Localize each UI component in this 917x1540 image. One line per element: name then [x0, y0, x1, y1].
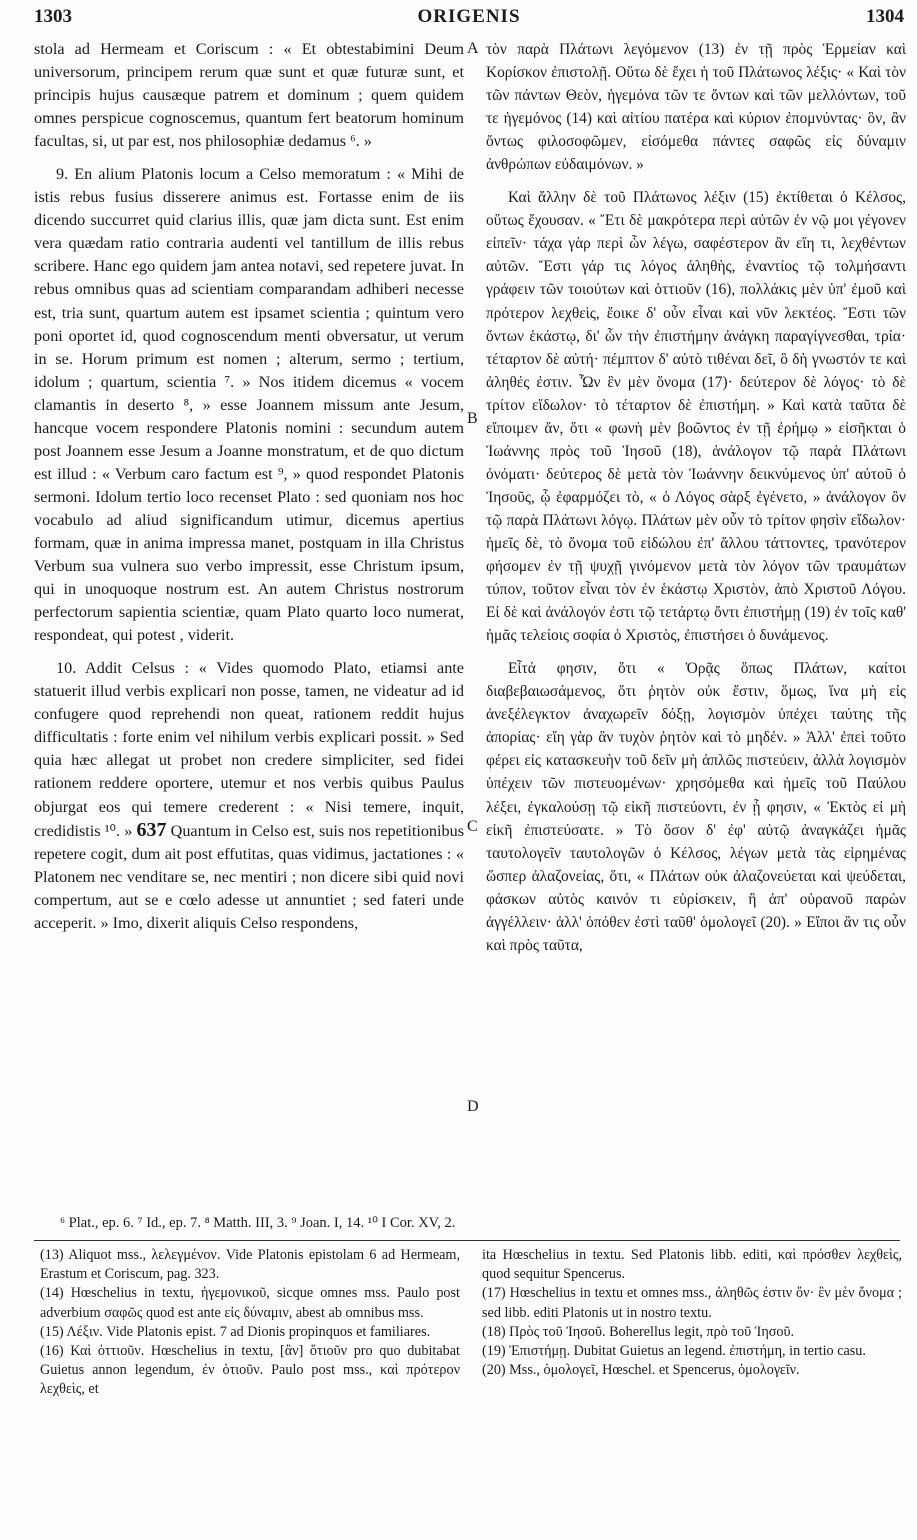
latin-paragraph-text: 10. Addit Celsus : « Vides quomodo Plato, etiamsi ante statuerit illud verbis explicari non posse, tamen, ne videatur ad id confugere quod reprehendi non queat, rationem reddit hujus difficultatis : forte enim vel nihilum verbis explicari possit. » Sed quia hæc allegat ut probet non credere simpliciter, sed fidei rationem reddere oportere, utemur et nos verbis quibus Paulus objurgat eos qui temere crederent : « Nisi temere, inquit, credidistis ¹⁰. »	[34, 659, 464, 840]
footnote: (19) Ἐπιστήμῃ. Dubitat Guietus an legend. ἐπιστήμη, in tertio casu.	[482, 1343, 866, 1360]
footnote: (18) Πρὸς τοῦ Ἰησοῦ. Boherellus legit, πρὸ τοῦ Ἰησοῦ.	[482, 1323, 795, 1340]
footnote-divider	[34, 1240, 900, 1241]
greek-paragraph: Εἶτά φησιν, ὅτι « Ὁρᾷς ὅπως Πλάτων, καίτοι διαβεβαιωσάμενος, ὅτι ῥητὸν οὐκ ἔστιν, ὅμως, ἵνα μὴ εἰς ἀνεξέλεγκτον ἀναχωρεῖν δόξῃ, λογισμὸν ὑπέχει ταύτης τῆς ἀπορίας· εἴη γὰρ ἂν τυχὸν ῥητὸν καὶ τὸ μηδέν. » Ἀλλ' ἐπεὶ τοῦτο φέρει εἰς κατασκευὴν τοῦ δεῖν μὴ ἁπλῶς πιστεύειν, ἀλλὰ λογισμὸν ὑπέχειν τῶν πιστευομένων· χρησόμεθα καὶ ἡμεῖς τοῦ Παύλου λέξει, ἐγκαλούσῃ τῷ εἰκῆ πιστεύοντι, ἐν ᾗ φησιν, « Ἐκτὸς εἰ μὴ εἰκῆ ἐπιστεύσατε. » Τὸ ὅσον δ' ἐφ' αὐτῷ ἀναγκάζει ἡμᾶς ταυτολογεῖν ταυτολογῶν ὁ Κέλσος, λέγων μετὰ τὰς εἰρημένας ὥσπερ ἀλαζονείας, ὅτι, « Πλάτων οὐκ ἀλαζονεύεται καὶ ψεύδεται, φάσκων αὐτὸς καινόν τι εὑρίσκειν, ἢ ἀπ' οὐρανοῦ παρὼν ἀγγέλλειν· ἀλλ' ὁπόθεν ἐστὶ ταῦθ' ὁμολογεῖ (20). » Εἴποι ἂν τις οὖν καὶ πρὸς ταῦτα,	[486, 660, 906, 954]
footnote: (20) Mss., ὁμολογεῖ, Hœschel. et Spencerus, ὁμολογεῖν.	[482, 1362, 800, 1379]
footnote: (17) Hœschelius in textu et omnes mss., ἀληθῶς ἐστιν ὄν· ἓν μὲν ὄνομα ; sed libb. editi Platonis ut in nostro textu.	[482, 1285, 902, 1321]
margin-letter-b: B	[467, 410, 478, 427]
latin-paragraph	[34, 657, 464, 935]
margin-letter-c: C	[467, 818, 478, 835]
margin-letter-d: D	[467, 1098, 479, 1115]
scripture-references: ⁶ Plat., ep. 6. ⁷ Id., ep. 7. ⁸ Matth. III, 3. ⁹ Joan. I, 14. ¹⁰ I Cor. XV, 2.	[60, 1215, 456, 1231]
greek-paragraph: τὸν παρὰ Πλάτωνι λεγόμενον (13) ἐν τῇ πρὸς Ἑρμείαν καὶ Κορίσκον ἐπιστολῇ. Οὕτω δὲ ἔχει ἡ τοῦ Πλάτωνος λέξις· « Καὶ τὸν τῶν πάντων Θεὸν, ἡγεμόνα τῶν τε ὄντων καὶ τῶν μελλόντων, τοῦ τε ἡγεμόνος (14) καὶ αἰτίου πατέρα καὶ κύριον ἐπομνύντας· ὃν, ἂν ὄντως φιλοσοφῶμεν, εἰσόμεθα πάντες σαφῶς εἰς δύναμιν ἀνθρώπων εὐδαιμόνων. »	[486, 41, 906, 174]
latin-paragraph-text: Quantum in Celso est, suis nos repetitionibus repetere cogit, dum ait post effutitas, quas vidimus, jactationes : « Platonem nec venditare se, nec mentiri ; non dicere sibi quid novi compertum, aut se e cœlo adesse ut annuntiet ; sed fateri unde acceperit. » Imo, dixerit aliquis Celso respondens,	[34, 821, 464, 932]
footnote: ita Hœschelius in textu. Sed Platonis libb. editi, καὶ πρόσθεν λεχθεὶς, quod sequitur Spencerus.	[482, 1247, 902, 1283]
latin-paragraph: stola ad Hermeam et Coriscum : « Et obtestabimini Deum universorum, principem rerum quæ sunt et quæ futuræ sunt, et principis hujus causæque patrem et dominum ; quem quidem omnes perspicue cognoscemus, quantum fert beatorum hominum facultas, si, ut par est, nos philosophiæ dedamus ⁶. »	[34, 40, 464, 151]
column-number: 637	[136, 818, 167, 841]
page-header	[34, 6, 904, 32]
page-number-left: 1303	[34, 6, 72, 27]
page-number-right: 1304	[866, 6, 904, 27]
footnotes-right	[482, 1246, 902, 1380]
margin-letter-a: A	[467, 40, 479, 57]
running-title: ORIGENIS	[417, 6, 521, 27]
footnote: (15) Λέξιν. Vide Platonis epist. 7 ad Dionis propinquos et familiares.	[40, 1323, 431, 1340]
latin-column	[34, 38, 464, 935]
footnotes-left	[40, 1246, 460, 1400]
footnote: (13) Aliquot mss., λελεγμένον. Vide Platonis epistolam 6 ad Hermeam, Erastum et Coriscum, pag. 323.	[40, 1247, 460, 1283]
greek-column	[486, 38, 906, 957]
greek-paragraph: Καὶ ἄλλην δὲ τοῦ Πλάτωνος λέξιν (15) ἐκτίθεται ὁ Κέλσος, οὕτως ἔχουσαν. « Ἔτι δὲ μακρότερα περὶ αὐτῶν ἐν νῷ μοι γέγονεν εἰπεῖν· τάχα γὰρ περὶ ὧν λέγω, σαφέστερον ἂν εἴη τι, λεχθέντων αὐτῶν. Ἔστι γάρ τις λόγος ἀληθὴς, ἐναντίος τῷ τολμήσαντι γράφειν τῶν τοιούτων καὶ ὁττιοῦν (16), πολλάκις μὲν ὑπ' ἐμοῦ καὶ πρότερον λεχθεὶς, ἔοικε δ' οὖν εἶναι καὶ νῦν λεκτέος. Ἔστι τῶν ὄντων ἑκάστῳ, δι' ὧν τὴν ἐπιστήμην ἀνάγκη παραγίγνεσθαι, τρία· τέταρτον δὲ αὐτή· πέμπτον δ' αὐτὸ τιθέναι δεῖ, ὃ δὴ γνωστόν τε καὶ ἀληθές ἐστιν. Ὧν ἓν μὲν ὄνομα (17)· δεύτερον δὲ λόγος· τὸ δὲ τρίτον εἴδωλον· τὸ τέταρτον δὲ ἐπιστήμη. » Καὶ κατὰ ταῦτα δὲ εἴποιμεν ἄν, ὅτι « φωνὴ μὲν βοῶντος ἐν τῇ ἐρήμῳ » εἰσῆκται ὁ Ἰωάννης πρὸς τοῦ Ἰησοῦ (18), ἀνάλογον τῷ παρὰ Πλάτωνι ὀνόματι· δεύτερος δὲ μετὰ τὸν Ἰωάννην δεικνύμενος ὑπ' αὐτοῦ ὁ Ἰησοῦς, ᾧ ἐφαρμόζει τὸ, « ὁ Λόγος σὰρξ ἐγένετο, » ἀνάλογον ὂν τῷ παρὰ Πλάτωνι λόγῳ. Πλάτων μὲν οὖν τὸ τρίτον φησὶν εἴδωλον· ἡμεῖς δὲ, τὸ ὄνομα τοῦ εἰδώλου ἐπ' ἄλλου τάττοντες, τρανότερον φήσομεν ἐν τῇ ψυχῇ γινόμενον μετὰ τὸν λόγον τῶν τραυμάτων τύπον, τοῦτον εἶναι τὸν ἐν ἑκάστῳ Χριστὸν, ἀπὸ Χριστοῦ Λόγου. Εἰ δὲ καὶ ἀνάλογόν ἐστι τῷ τετάρτῳ ὄντι ἐπιστήμῃ (19) ἐν τοῖς καθ' ἡμᾶς τελείοις σοφία ὁ Χριστὸς, ἐπιστήσει ὁ δυνάμενος.	[486, 189, 906, 645]
footnote: (14) Hœschelius in textu, ἡγεμονικοῦ, sicque omnes mss. Paulo post adverbium σαφῶς quod est ante εἰς δύναμιν, abest ab omnibus mss.	[40, 1285, 460, 1321]
footnote: (16) Καὶ ὁττιοῦν. Hœschelius in textu, [ἂν] ὅτιοῦν pro quo dubitabat Guietus annon legendum, ἐν ὁτιοῦν. Paulo post mss., καὶ πρότερον λεχθεὶς, et	[40, 1343, 460, 1398]
latin-paragraph: 9. En alium Platonis locum a Celso memoratum : « Mihi de istis rebus fusius disserere animus est. Fortasse enim de iis dicendo succurret quid clarius illis, quæ jam dicta sunt. Est enim vera quædam ratio contraria audenti vel tantillum de illis rebus scribere. Hanc ego quidem jam antea notavi, sed repetere juvat. In rebus omnibus quas ad scientiam comparandam adhiberi necesse est, tria sunt, quartum autem est ipsamet scientia ; quintum vero poni oportet id, quod cognoscendum menti obversatur, ut verum in se. Horum primum est nomen ; alterum, sermo ; tertium, idolum ; quartum, scientia ⁷. » Nos itidem dicemus « vocem clamantis in deserto ⁸, » esse Joannem missum ante Jesum, hancque vocem respondere Platonis nomini : secundum autem post Joannem esse Jesum a Joanne monstratum, et de quo dictum est illud : « Verbum caro factum est ⁹, » quod respondet Platonis sermoni. Idolum tertio loco recenset Plato : sed quoniam nos hoc vocabulo ad aliud significandum utimur, dicemus apertius formam, quæ in anima impressa manet, postquam in illa Christus Verbum sua vulnera suo verbo impressit, esse Christum ipsum, qui in unoquoque nostrum est. An autem Christus nostrorum perfectorum sapientia scientiæ, quam Plato quarto loco numerat, respondeat, qui potest , viderit.	[34, 165, 464, 645]
